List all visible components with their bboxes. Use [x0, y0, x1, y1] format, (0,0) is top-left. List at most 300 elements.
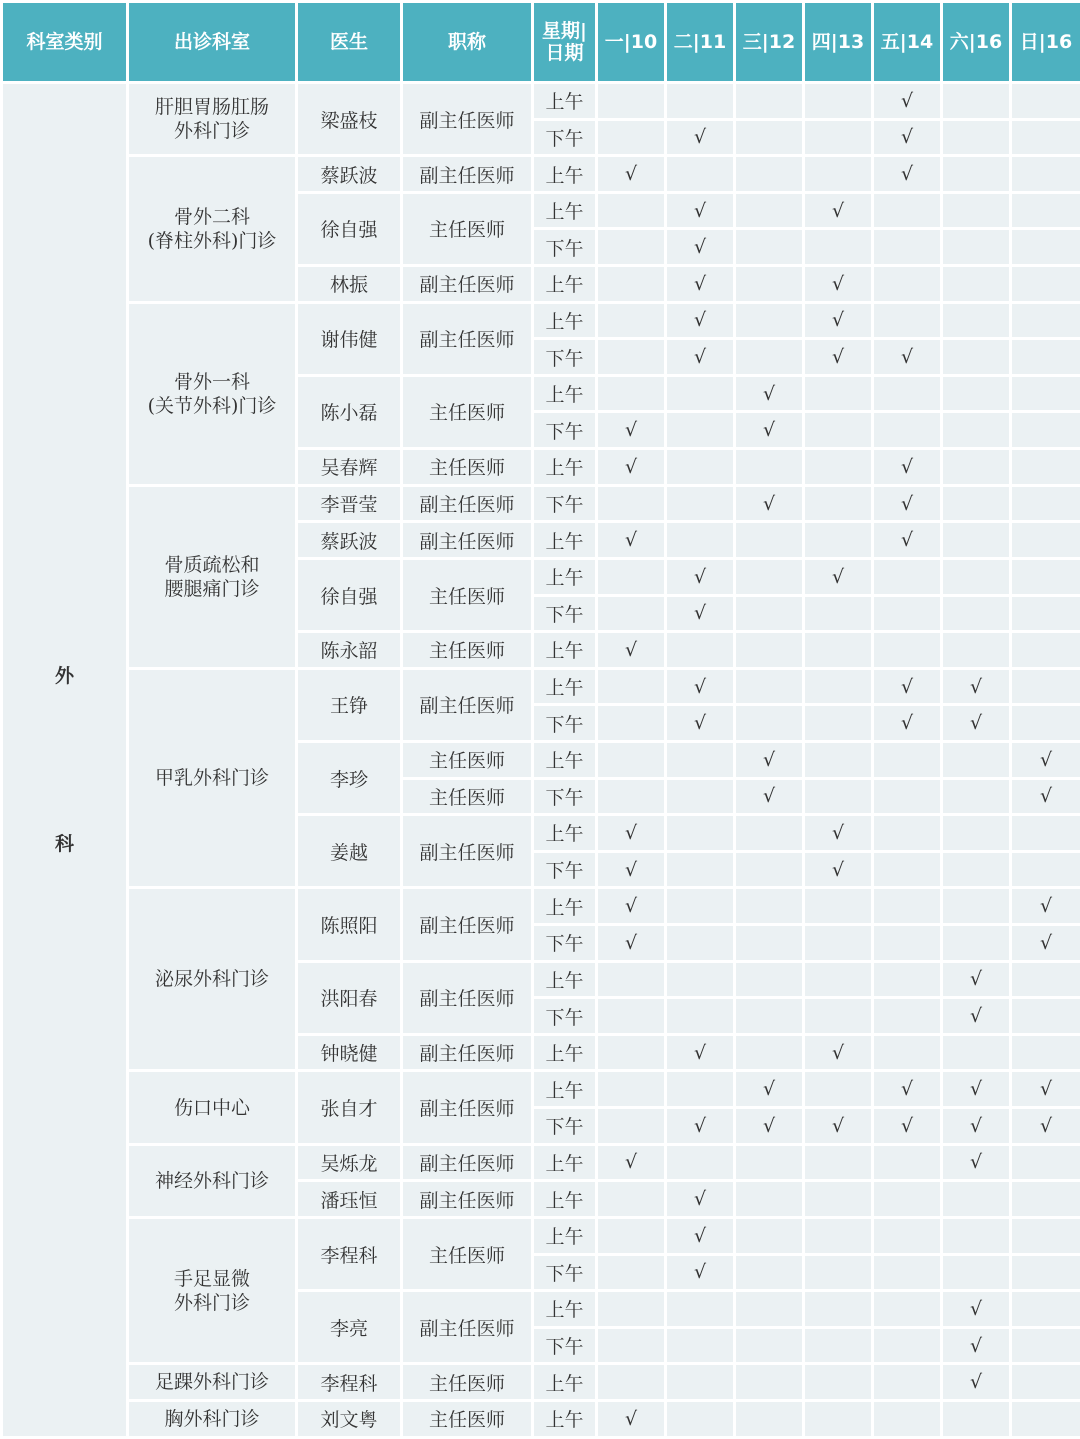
check-mark-icon: √ — [735, 1108, 804, 1145]
empty-cell — [1011, 668, 1080, 705]
schedule-body — [2, 83, 1080, 1438]
empty-cell — [735, 668, 804, 705]
empty-cell — [597, 961, 666, 998]
check-mark-icon: √ — [804, 339, 873, 376]
title-cell: 主任医师 — [402, 1364, 533, 1401]
empty-cell — [804, 925, 873, 962]
empty-cell — [597, 1071, 666, 1108]
empty-cell — [942, 119, 1011, 156]
empty-cell — [666, 83, 735, 120]
title-cell: 副主任医师 — [402, 485, 533, 522]
empty-cell — [1011, 558, 1080, 595]
empty-cell — [942, 778, 1011, 815]
check-mark-icon: √ — [666, 1108, 735, 1145]
schedule-row — [2, 1217, 1080, 1254]
empty-cell — [597, 83, 666, 120]
session-cell: 上午 — [533, 1144, 597, 1181]
empty-cell — [942, 925, 1011, 962]
empty-cell — [1011, 1034, 1080, 1071]
session-cell: 上午 — [533, 888, 597, 925]
doctor-cell: 李珍 — [297, 741, 402, 814]
empty-cell — [597, 339, 666, 376]
title-cell: 副主任医师 — [402, 156, 533, 193]
check-mark-icon: √ — [804, 1108, 873, 1145]
title-cell: 副主任医师 — [402, 1181, 533, 1218]
empty-cell — [735, 1327, 804, 1364]
doctor-cell: 徐自强 — [297, 192, 402, 265]
session-cell: 上午 — [533, 192, 597, 229]
title-cell: 主任医师 — [402, 632, 533, 669]
header-day-tue: 二|11 — [666, 2, 735, 83]
title-cell: 副主任医师 — [402, 1291, 533, 1364]
title-cell: 副主任医师 — [402, 522, 533, 559]
check-mark-icon: √ — [942, 668, 1011, 705]
check-mark-icon: √ — [666, 266, 735, 303]
empty-cell — [942, 1181, 1011, 1218]
empty-cell — [873, 998, 942, 1035]
empty-cell — [735, 558, 804, 595]
empty-cell — [735, 1217, 804, 1254]
session-cell: 上午 — [533, 1364, 597, 1401]
empty-cell — [735, 192, 804, 229]
session-cell: 上午 — [533, 741, 597, 778]
empty-cell — [804, 1217, 873, 1254]
session-cell: 上午 — [533, 961, 597, 998]
session-cell: 下午 — [533, 412, 597, 449]
title-cell: 副主任医师 — [402, 1144, 533, 1181]
session-cell: 上午 — [533, 302, 597, 339]
empty-cell — [942, 156, 1011, 193]
empty-cell — [942, 412, 1011, 449]
empty-cell — [666, 998, 735, 1035]
empty-cell — [597, 1291, 666, 1328]
check-mark-icon: √ — [666, 339, 735, 376]
empty-cell — [804, 1327, 873, 1364]
empty-cell — [873, 1364, 942, 1401]
session-cell: 上午 — [533, 375, 597, 412]
empty-cell — [666, 1144, 735, 1181]
empty-cell — [942, 1254, 1011, 1291]
doctor-cell: 蔡跃波 — [297, 522, 402, 559]
schedule-row — [2, 1400, 1080, 1437]
empty-cell — [597, 1034, 666, 1071]
check-mark-icon: √ — [942, 961, 1011, 998]
empty-cell — [1011, 1181, 1080, 1218]
empty-cell — [1011, 1400, 1080, 1437]
empty-cell — [942, 595, 1011, 632]
doctor-cell: 陈永韶 — [297, 632, 402, 669]
empty-cell — [666, 925, 735, 962]
session-cell: 上午 — [533, 1291, 597, 1328]
empty-cell — [942, 192, 1011, 229]
empty-cell — [804, 485, 873, 522]
header-row — [2, 2, 1080, 83]
schedule-row — [2, 485, 1080, 522]
check-mark-icon: √ — [666, 192, 735, 229]
check-mark-icon: √ — [735, 485, 804, 522]
empty-cell — [666, 961, 735, 998]
empty-cell — [597, 229, 666, 266]
empty-cell — [873, 302, 942, 339]
session-cell: 下午 — [533, 485, 597, 522]
category-cell: 外 科 — [2, 83, 128, 1438]
doctor-cell: 李亮 — [297, 1291, 402, 1364]
empty-cell — [804, 1071, 873, 1108]
check-mark-icon: √ — [873, 485, 942, 522]
empty-cell — [942, 485, 1011, 522]
empty-cell — [1011, 632, 1080, 669]
check-mark-icon: √ — [735, 741, 804, 778]
empty-cell — [804, 412, 873, 449]
title-cell: 副主任医师 — [402, 1071, 533, 1144]
empty-cell — [873, 1144, 942, 1181]
empty-cell — [873, 961, 942, 998]
empty-cell — [942, 888, 1011, 925]
header-day-fri: 五|14 — [873, 2, 942, 83]
schedule-row — [2, 668, 1080, 705]
doctor-cell: 洪阳春 — [297, 961, 402, 1034]
empty-cell — [804, 156, 873, 193]
header-day-sun: 日|16 — [1011, 2, 1080, 83]
empty-cell — [942, 815, 1011, 852]
doctor-cell: 蔡跃波 — [297, 156, 402, 193]
check-mark-icon: √ — [735, 412, 804, 449]
session-cell: 上午 — [533, 1034, 597, 1071]
doctor-cell: 吴烁龙 — [297, 1144, 402, 1181]
check-mark-icon: √ — [597, 888, 666, 925]
empty-cell — [804, 778, 873, 815]
empty-cell — [1011, 1364, 1080, 1401]
empty-cell — [1011, 1254, 1080, 1291]
session-cell: 上午 — [533, 558, 597, 595]
empty-cell — [873, 1400, 942, 1437]
empty-cell — [1011, 815, 1080, 852]
empty-cell — [735, 229, 804, 266]
empty-cell — [735, 1144, 804, 1181]
header-day-mon: 一|10 — [597, 2, 666, 83]
empty-cell — [804, 1291, 873, 1328]
empty-cell — [666, 778, 735, 815]
empty-cell — [942, 522, 1011, 559]
empty-cell — [1011, 705, 1080, 742]
schedule-row — [2, 1071, 1080, 1108]
check-mark-icon: √ — [666, 1181, 735, 1218]
header-day-wed: 三|12 — [735, 2, 804, 83]
empty-cell — [873, 595, 942, 632]
session-cell: 下午 — [533, 229, 597, 266]
empty-cell — [666, 851, 735, 888]
check-mark-icon: √ — [1011, 1108, 1080, 1145]
empty-cell — [597, 1217, 666, 1254]
check-mark-icon: √ — [735, 778, 804, 815]
empty-cell — [942, 851, 1011, 888]
empty-cell — [735, 449, 804, 486]
check-mark-icon: √ — [804, 302, 873, 339]
title-cell: 主任医师 — [402, 741, 533, 778]
header-weekday-label: 星期| — [542, 20, 587, 42]
empty-cell — [1011, 595, 1080, 632]
empty-cell — [942, 302, 1011, 339]
empty-cell — [804, 961, 873, 998]
title-cell: 副主任医师 — [402, 888, 533, 961]
department-cell: 骨外一科 (关节外科)门诊 — [128, 302, 297, 485]
session-cell: 上午 — [533, 1400, 597, 1437]
empty-cell — [1011, 961, 1080, 998]
doctor-cell: 陈照阳 — [297, 888, 402, 961]
empty-cell — [804, 632, 873, 669]
empty-cell — [735, 1364, 804, 1401]
check-mark-icon: √ — [873, 705, 942, 742]
empty-cell — [1011, 339, 1080, 376]
empty-cell — [804, 375, 873, 412]
empty-cell — [804, 83, 873, 120]
session-cell: 上午 — [533, 632, 597, 669]
check-mark-icon: √ — [597, 632, 666, 669]
empty-cell — [804, 1400, 873, 1437]
empty-cell — [666, 815, 735, 852]
check-mark-icon: √ — [597, 925, 666, 962]
empty-cell — [735, 705, 804, 742]
check-mark-icon: √ — [735, 1071, 804, 1108]
check-mark-icon: √ — [597, 851, 666, 888]
check-mark-icon: √ — [942, 1291, 1011, 1328]
empty-cell — [597, 741, 666, 778]
empty-cell — [735, 302, 804, 339]
empty-cell — [873, 741, 942, 778]
session-cell: 上午 — [533, 156, 597, 193]
header-day-sat: 六|16 — [942, 2, 1011, 83]
empty-cell — [1011, 522, 1080, 559]
check-mark-icon: √ — [873, 1071, 942, 1108]
empty-cell — [804, 1364, 873, 1401]
empty-cell — [873, 558, 942, 595]
header-department: 出诊科室 — [128, 2, 297, 83]
check-mark-icon: √ — [942, 1327, 1011, 1364]
empty-cell — [804, 998, 873, 1035]
empty-cell — [1011, 83, 1080, 120]
empty-cell — [597, 266, 666, 303]
session-cell: 下午 — [533, 851, 597, 888]
title-cell: 主任医师 — [402, 1217, 533, 1290]
check-mark-icon: √ — [597, 1400, 666, 1437]
empty-cell — [597, 668, 666, 705]
department-cell: 伤口中心 — [128, 1071, 297, 1144]
empty-cell — [1011, 119, 1080, 156]
session-cell: 下午 — [533, 705, 597, 742]
session-cell: 上午 — [533, 1181, 597, 1218]
empty-cell — [1011, 1217, 1080, 1254]
empty-cell — [735, 119, 804, 156]
schedule-row — [2, 302, 1080, 339]
empty-cell — [804, 522, 873, 559]
check-mark-icon: √ — [942, 1108, 1011, 1145]
empty-cell — [873, 229, 942, 266]
schedule-row — [2, 888, 1080, 925]
check-mark-icon: √ — [804, 815, 873, 852]
check-mark-icon: √ — [666, 705, 735, 742]
empty-cell — [873, 851, 942, 888]
session-cell: 下午 — [533, 595, 597, 632]
department-cell: 骨质疏松和 腰腿痛门诊 — [128, 485, 297, 668]
empty-cell — [1011, 412, 1080, 449]
empty-cell — [597, 485, 666, 522]
check-mark-icon: √ — [666, 229, 735, 266]
check-mark-icon: √ — [942, 998, 1011, 1035]
doctor-cell: 王铮 — [297, 668, 402, 741]
empty-cell — [873, 778, 942, 815]
check-mark-icon: √ — [666, 595, 735, 632]
doctor-cell: 徐自强 — [297, 558, 402, 631]
empty-cell — [942, 229, 1011, 266]
empty-cell — [1011, 229, 1080, 266]
check-mark-icon: √ — [666, 302, 735, 339]
check-mark-icon: √ — [873, 522, 942, 559]
session-cell: 下午 — [533, 925, 597, 962]
check-mark-icon: √ — [942, 1364, 1011, 1401]
empty-cell — [666, 375, 735, 412]
header-day-thu: 四|13 — [804, 2, 873, 83]
empty-cell — [942, 558, 1011, 595]
check-mark-icon: √ — [666, 558, 735, 595]
check-mark-icon: √ — [666, 1217, 735, 1254]
department-cell: 手足显微 外科门诊 — [128, 1217, 297, 1363]
session-cell: 上午 — [533, 1071, 597, 1108]
empty-cell — [597, 778, 666, 815]
title-cell: 副主任医师 — [402, 815, 533, 888]
department-cell: 胸外科门诊 — [128, 1400, 297, 1437]
title-cell: 副主任医师 — [402, 961, 533, 1034]
empty-cell — [735, 961, 804, 998]
empty-cell — [804, 1254, 873, 1291]
session-cell: 下午 — [533, 778, 597, 815]
header-weekday-date — [533, 2, 597, 83]
check-mark-icon: √ — [666, 668, 735, 705]
check-mark-icon: √ — [735, 375, 804, 412]
empty-cell — [1011, 998, 1080, 1035]
empty-cell — [1011, 851, 1080, 888]
empty-cell — [735, 851, 804, 888]
empty-cell — [1011, 375, 1080, 412]
department-cell: 甲乳外科门诊 — [128, 668, 297, 888]
session-cell: 上午 — [533, 266, 597, 303]
session-cell: 上午 — [533, 668, 597, 705]
empty-cell — [735, 522, 804, 559]
title-cell: 主任医师 — [402, 778, 533, 815]
doctor-cell: 梁盛枝 — [297, 83, 402, 156]
check-mark-icon: √ — [597, 1144, 666, 1181]
empty-cell — [1011, 449, 1080, 486]
header-date-label: 日期 — [545, 42, 584, 64]
empty-cell — [666, 522, 735, 559]
check-mark-icon: √ — [873, 119, 942, 156]
empty-cell — [873, 375, 942, 412]
header-title: 职称 — [402, 2, 533, 83]
title-cell: 主任医师 — [402, 558, 533, 631]
check-mark-icon: √ — [1011, 888, 1080, 925]
doctor-cell: 李程科 — [297, 1217, 402, 1290]
schedule-row — [2, 1144, 1080, 1181]
department-cell: 泌尿外科门诊 — [128, 888, 297, 1071]
doctor-cell: 刘文粤 — [297, 1400, 402, 1437]
check-mark-icon: √ — [597, 412, 666, 449]
check-mark-icon: √ — [873, 668, 942, 705]
empty-cell — [1011, 266, 1080, 303]
empty-cell — [666, 485, 735, 522]
title-cell: 主任医师 — [402, 192, 533, 265]
empty-cell — [597, 119, 666, 156]
session-cell: 下午 — [533, 998, 597, 1035]
empty-cell — [666, 1071, 735, 1108]
title-cell: 副主任医师 — [402, 266, 533, 303]
doctor-cell: 林振 — [297, 266, 402, 303]
empty-cell — [873, 1291, 942, 1328]
empty-cell — [942, 375, 1011, 412]
empty-cell — [873, 1327, 942, 1364]
check-mark-icon: √ — [873, 83, 942, 120]
empty-cell — [942, 1400, 1011, 1437]
header-category: 科室类别 — [2, 2, 128, 83]
doctor-cell: 姜越 — [297, 815, 402, 888]
check-mark-icon: √ — [1011, 741, 1080, 778]
empty-cell — [873, 1217, 942, 1254]
empty-cell — [597, 1181, 666, 1218]
empty-cell — [666, 1400, 735, 1437]
doctor-cell: 钟晓健 — [297, 1034, 402, 1071]
session-cell: 上午 — [533, 522, 597, 559]
check-mark-icon: √ — [942, 1071, 1011, 1108]
empty-cell — [666, 741, 735, 778]
empty-cell — [735, 888, 804, 925]
empty-cell — [735, 1291, 804, 1328]
empty-cell — [666, 888, 735, 925]
session-cell: 上午 — [533, 83, 597, 120]
check-mark-icon: √ — [597, 522, 666, 559]
schedule-row — [2, 1364, 1080, 1401]
empty-cell — [873, 1181, 942, 1218]
check-mark-icon: √ — [1011, 925, 1080, 962]
empty-cell — [804, 1181, 873, 1218]
doctor-cell: 陈小磊 — [297, 375, 402, 448]
empty-cell — [804, 741, 873, 778]
empty-cell — [804, 449, 873, 486]
empty-cell — [735, 339, 804, 376]
empty-cell — [873, 1034, 942, 1071]
empty-cell — [873, 1254, 942, 1291]
empty-cell — [942, 1034, 1011, 1071]
empty-cell — [735, 1254, 804, 1291]
title-cell: 主任医师 — [402, 1400, 533, 1437]
title-cell: 副主任医师 — [402, 1034, 533, 1071]
empty-cell — [873, 266, 942, 303]
empty-cell — [873, 888, 942, 925]
empty-cell — [873, 815, 942, 852]
empty-cell — [873, 925, 942, 962]
session-cell: 上午 — [533, 449, 597, 486]
doctor-cell: 张自才 — [297, 1071, 402, 1144]
empty-cell — [666, 1291, 735, 1328]
session-cell: 下午 — [533, 1108, 597, 1145]
empty-cell — [735, 1400, 804, 1437]
empty-cell — [597, 375, 666, 412]
schedule-row — [2, 83, 1080, 120]
empty-cell — [873, 192, 942, 229]
department-cell: 神经外科门诊 — [128, 1144, 297, 1217]
check-mark-icon: √ — [942, 705, 1011, 742]
empty-cell — [804, 1144, 873, 1181]
department-cell: 足踝外科门诊 — [128, 1364, 297, 1401]
title-cell: 副主任医师 — [402, 668, 533, 741]
empty-cell — [1011, 192, 1080, 229]
